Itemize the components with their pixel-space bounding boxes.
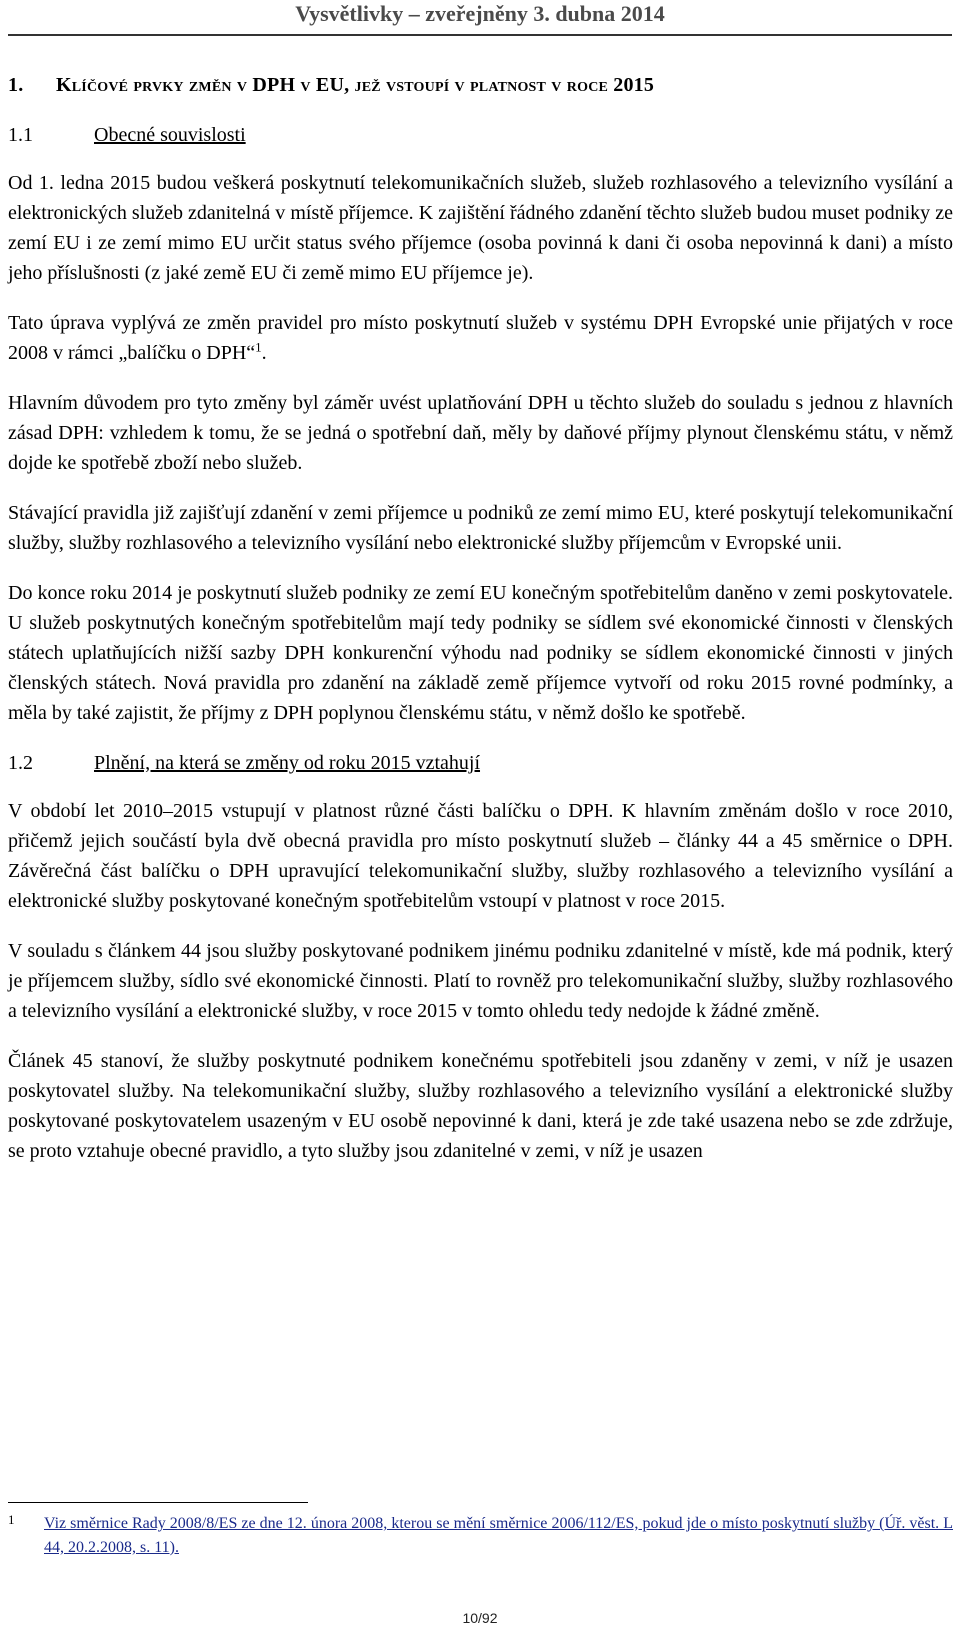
- footnote-separator: [8, 1502, 308, 1503]
- footnote-link[interactable]: Viz směrnice Rady 2008/8/ES ze dne 12. února 2008, kterou se mění směrnice 2006/112/ES, pokud jde o místo poskytnutí služby (Úř. věst. L 44, 20.2.2008, s. 11).: [44, 1515, 953, 1556]
- paragraph: Stávající pravidla již zajišťují zdanění v zemi příjemce u podniků ze zemí mimo EU, které poskytují telekomunikační služby, služby rozhlasového a televizního vysílání nebo elektronické služby příjemcům v Evropské unii.: [8, 502, 953, 554]
- paragraph: Článek 45 stanoví, že služby poskytnuté podnikem konečnému spotřebiteli jsou zdaněny v zemi, v níž je usazen poskytovatel služby. Na telekomunikační služby, služby rozhlasového a televizního vysílání a elektronické služby poskytované poskytovatelem usazeným v EU osobě nepovinné k dani, která je zde také usazena nebo se zde zdržuje, se proto vztahuje obecné pravidlo, a tyto služby jsou zdanitelné v zemi, v níž je usazen: [8, 1050, 953, 1162]
- section-1-2-heading: [8, 748, 953, 778]
- paragraph-text: Tato úprava vyplývá ze změn pravidel pro místo poskytnutí služeb v systému DPH Evropské unie přijatých v roce 2008 v rámci „balíčku o DPH“: [8, 312, 953, 364]
- page-content: [8, 70, 953, 1186]
- paragraph-with-footnote: [8, 308, 953, 368]
- paragraph: V období let 2010–2015 vstupují v platnost různé části balíčku o DPH. K hlavním změnám došlo v roce 2010, přičemž jejich součástí byla dvě obecná pravidla pro místo poskytnutí služeb – články 44 a 45 směrnice o DPH. Závěrečná část balíčku o DPH upravující telekomunikační služby, služby rozhlasového a televizního vysílání a elektronické služby poskytované konečným spotřebitelům vstoupí v platnost v roce 2015.: [8, 800, 953, 912]
- paragraph: Hlavním důvodem pro tyto změny byl záměr uvést uplatňování DPH u těchto služeb do souladu s jednou z hlavních zásad DPH: vzhledem k tomu, že se jedná o spotřební daň, měly by daňové příjmy plynout členskému státu, v němž dojde ke spotřebě zboží nebo služeb.: [8, 392, 953, 474]
- section-1-number: 1.: [8, 74, 24, 96]
- footnote-reference[interactable]: 1: [255, 339, 262, 355]
- paragraph: Do konce roku 2014 je poskytnutí služeb podniky ze zemí EU konečným spotřebitelům daněno v zemi poskytovatele. U služeb poskytnutých konečným spotřebitelům mají tedy podniky se sídlem své ekonomické činnosti v členských státech uplatňujících nižší sazby DPH konkurenční výhodu nad podniky se sídlem ekonomické činnosti v jiných členských státech. Nová pravidla pro zdanění na základě země příjemce vytvoří od roku 2015 rovné podmínky, a měla by také zajistit, že příjmy z DPH poplynou členskému státu, v němž došlo ke spotřebě.: [8, 582, 953, 724]
- header-rule: [8, 34, 952, 36]
- section-1-1-number: 1.1: [8, 124, 33, 146]
- section-1-2-title: Plnění, na která se změny od roku 2015 vztahují: [94, 752, 481, 774]
- paragraph: V souladu s článkem 44 jsou služby poskytované podnikem jinému podniku zdanitelné v místě, kde má podnik, který je příjemcem služby, sídlo své ekonomické činnosti. Platí to rovněž pro telekomunikační služby, služby rozhlasového a televizního vysílání a elektronické služby, v roce 2015 v tomto ohledu tedy nedojde k žádné změně.: [8, 940, 953, 1022]
- paragraph-end: .: [261, 342, 267, 364]
- footnote-mark: 1: [8, 1512, 15, 1527]
- section-1-1-title: Obecné souvislosti: [94, 124, 246, 146]
- section-1-title: Klíčové prvky změn v DPH v EU, jež vstoupí v platnost v roce 2015: [56, 74, 655, 96]
- section-1-2-number: 1.2: [8, 752, 33, 774]
- page-header: Vysvětlivky – zveřejněny 3. dubna 2014: [295, 1, 665, 26]
- footnote: [8, 1512, 953, 1560]
- page-number: 10/92: [462, 1610, 498, 1626]
- paragraph: Od 1. ledna 2015 budou veškerá poskytnutí telekomunikačních služeb, služeb rozhlasového a televizního vysílání a elektronických služeb zdanitelná v místě příjemce. K zajištění řádného zdanění těchto služeb budou muset podniky ze zemí EU i ze zemí mimo EU určit status svého příjemce (osoba povinná k dani či osoba nepovinná k dani) a místo jeho příslušnosti (z jaké země EU či země mimo EU příjemce je).: [8, 172, 953, 284]
- section-1-1-heading: [8, 120, 953, 150]
- section-1-heading: [8, 70, 953, 100]
